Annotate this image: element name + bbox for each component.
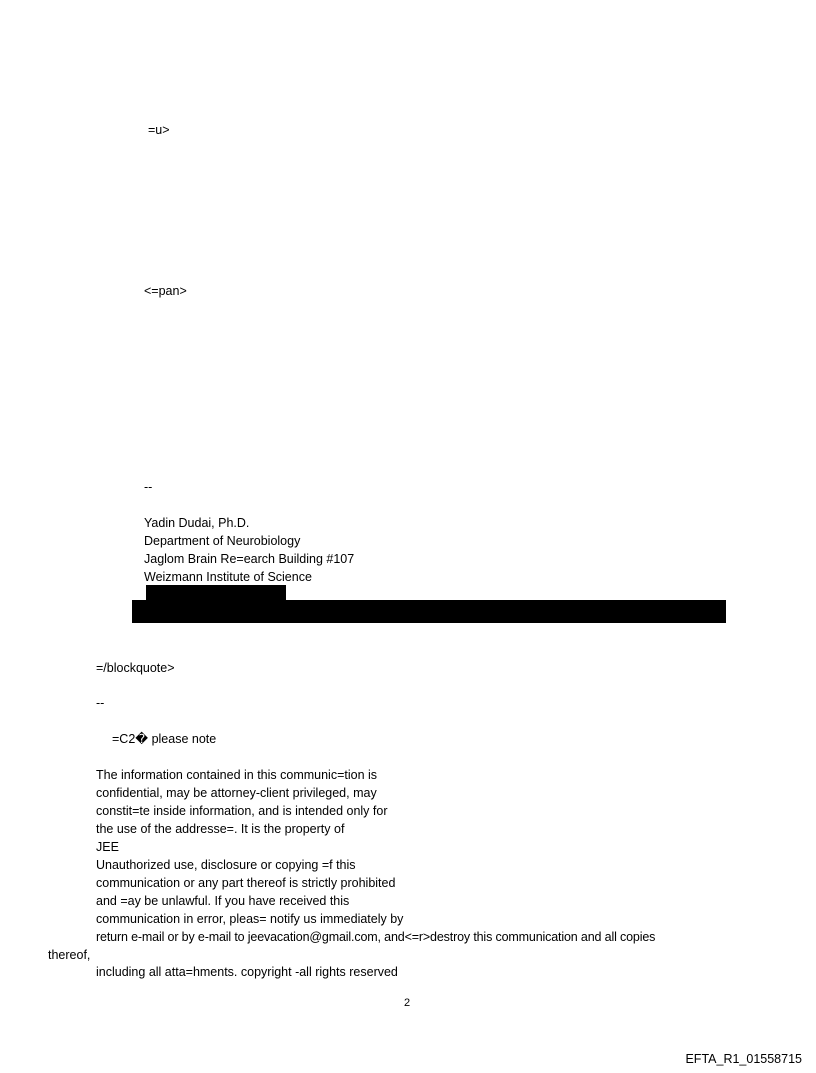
disclaimer-line: confidential, may be attorney-client privileged, may (96, 786, 377, 800)
disclaimer-block (96, 766, 655, 946)
fragment-u-tag: =u> (148, 123, 170, 137)
signature-institute: Weizmann Institute of Science (144, 570, 312, 584)
please-note-heading: =C2� please note (112, 732, 217, 746)
signature-dashes: -- (144, 480, 153, 494)
disclaimer-line: communication or any part thereof is strictly prohibited (96, 876, 396, 890)
disclaimer-line: Unauthorized use, disclosure or copying =f this (96, 858, 356, 872)
signature-name: Yadin Dudai, Ph.D. (144, 516, 250, 530)
signature-block (144, 514, 354, 586)
disclaimer-line: return e-mail or by e-mail to jeevacation@gmail.com, and<=r>destroy this communication and all copies (96, 930, 656, 944)
signature-building: Jaglom Brain Re=earch Building #107 (144, 552, 355, 566)
page-number: 2 (404, 997, 411, 1009)
disclaimer-line: JEE (96, 840, 119, 854)
redaction-bar-wide (132, 600, 726, 623)
disclaimer-line: constit=te inside information, and is intended only for (96, 804, 388, 818)
disclaimer-line: the use of the addresse=. It is the property of (96, 822, 345, 836)
separator-dashes: -- (96, 696, 105, 710)
disclaimer-overflow-line: thereof, (48, 948, 91, 962)
fragment-span-tag: <=pan> (144, 284, 187, 298)
disclaimer-line: and =ay be unlawful. If you have received this (96, 894, 350, 908)
disclaimer-last-line: including all atta=hments. copyright -all rights reserved (96, 965, 398, 979)
signature-department: Department of Neurobiology (144, 534, 301, 548)
disclaimer-line: communication in error, pleas= notify us immediately by (96, 912, 404, 926)
document-id: EFTA_R1_01558715 (685, 1052, 802, 1066)
disclaimer-line: The information contained in this communic=tion is (96, 768, 378, 782)
fragment-blockquote-close: =/blockquote> (96, 661, 175, 675)
